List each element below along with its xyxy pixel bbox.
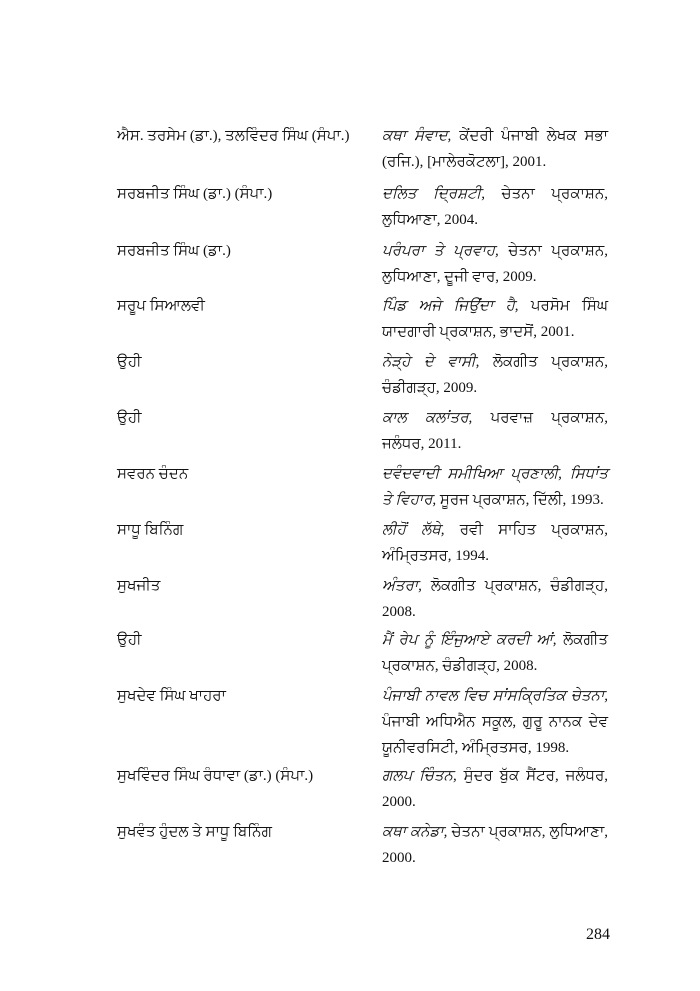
entry-title: ਪੰਜਾਬੀ ਨਾਵਲ ਵਿਚ ਸਾਂਸਕ੍ਰਿਤਿਕ ਚੇਤਨਾ,	[382, 688, 608, 704]
entry-publication	[382, 573, 608, 625]
entry-author: ਸਰਬਜੀਤ ਸਿੰਘ (ਡਾ.) (ਸੰਪਾ.)	[117, 186, 273, 202]
entry-title: ਦਲਿਤ ਦ੍ਰਿਸ਼ਟੀ,	[382, 186, 485, 202]
entry-details: ਚੇਤਨਾ ਪ੍ਰਕਾਸ਼ਨ, ਲੁਧਿਆਣਾ, 2004.	[382, 186, 608, 228]
entry-details: ਲੋਕਗੀਤ ਪ੍ਰਕਾਸ਼ਨ, ਚੰਡੀਗੜ੍ਹ, 2008.	[382, 632, 608, 674]
entry-details: ਪਰਸੋਮ ਸਿੰਘ ਯਾਦਗਾਰੀ ਪ੍ਰਕਾਸ਼ਨ, ਭਾਦਸੋਂ, 2001.	[382, 298, 608, 340]
entry-publication	[382, 123, 608, 175]
entry-details: ਸੂਰਜ ਪ੍ਰਕਾਸ਼ਨ, ਦਿੱਲੀ, 1993.	[436, 492, 604, 508]
entry-details: ਚੇਤਨਾ ਪ੍ਰਕਾਸ਼ਨ, ਲੁਧਿਆਣਾ, 2000.	[382, 824, 608, 866]
entry-author: ਉਹੀ	[117, 354, 142, 370]
entry-details: ਪਰਵਾਜ਼ ਪ੍ਰਕਾਸ਼ਨ, ਜਲੰਧਰ, 2011.	[382, 410, 608, 452]
entry-author: ਸੁਖਵੰਤ ਹੁੰਦਲ ਤੇ ਸਾਧੂ ਬਿਨਿੰਗ	[117, 824, 272, 840]
entry-author: ਸੁਖਜੀਤ	[117, 578, 161, 594]
entry-title: ਪਿੰਡ ਅਜੇ ਜਿਉਂਦਾ ਹੈ,	[382, 298, 519, 314]
entry-author: ਐਸ. ਤਰਸੇਮ (ਡਾ.), ਤਲਵਿੰਦਰ ਸਿੰਘ (ਸੰਪਾ.)	[117, 128, 350, 144]
entry-publication	[382, 405, 608, 457]
entry-publication	[382, 517, 608, 569]
entry-author: ਸਾਧੂ ਬਿਨਿੰਗ	[117, 522, 184, 538]
page-number: 284	[586, 926, 610, 943]
entry-title: ਕਥਾ ਸੰਵਾਦ,	[382, 128, 452, 144]
entry-title: ਮੈਂ ਰੇਪ ਨੂੰ ਇੰਜੁਆਏ ਕਰਦੀ ਆਂ,	[382, 632, 557, 648]
entry-title: ਕਾਲ ਕਲਾਂਤਰ,	[382, 410, 473, 426]
entry-title: ਕਥਾ ਕਨੇਡਾ,	[382, 824, 448, 840]
entry-details: ਸੁੰਦਰ ਬੁੱਕ ਸੈਂਟਰ, ਜਲੰਧਰ, 2000.	[382, 768, 609, 810]
entry-publication	[382, 349, 608, 401]
entry-publication	[382, 627, 608, 679]
entry-details: ਕੇਂਦਰੀ ਪੰਜਾਬੀ ਲੇਖਕ ਸਭਾ (ਰਜਿ.), [ਮਾਲੇਰਕੋਟਲਾ], 2001.	[382, 128, 608, 170]
entry-title: ਪਰੰਪਰਾ ਤੇ ਪ੍ਰਵਾਹ,	[382, 243, 499, 259]
entry-publication	[382, 819, 608, 871]
entry-details: ਰਵੀ ਸਾਹਿਤ ਪ੍ਰਕਾਸ਼ਨ, ਅੰਮ੍ਰਿਤਸਰ, 1994.	[382, 522, 608, 564]
entry-details: ਪੰਜਾਬੀ ਅਧਿਐਨ ਸਕੂਲ, ਗੁਰੂ ਨਾਨਕ ਦੇਵ ਯੂਨੀਵਰਸਿਟੀ, ਅੰਮ੍ਰਿਤਸਰ, 1998.	[382, 714, 608, 756]
entry-publication	[382, 181, 608, 233]
entry-author: ਉਹੀ	[117, 410, 142, 426]
entry-title: ਗਲਪ ਚਿੰਤਨ,	[382, 768, 457, 784]
entry-details: ਚੇਤਨਾ ਪ੍ਰਕਾਸ਼ਨ, ਲੁਧਿਆਣਾ, ਦੂਜੀ ਵਾਰ, 2009.	[382, 243, 608, 285]
entry-details: ਲੋਕਗੀਤ ਪ੍ਰਕਾਸ਼ਨ, ਚੰਡੀਗੜ੍ਹ, 2008.	[382, 578, 608, 620]
entry-details: ਲੋਕਗੀਤ ਪ੍ਰਕਾਸ਼ਨ, ਚੰਡੀਗੜ੍ਹ, 2009.	[382, 354, 608, 396]
entry-title: ਲੀਹੋਂ ਲੱਥੇ,	[382, 522, 445, 538]
entry-publication	[382, 461, 608, 513]
entry-author: ਸੁਖਵਿੰਦਰ ਸਿੰਘ ਰੰਧਾਵਾ (ਡਾ.) (ਸੰਪਾ.)	[117, 768, 314, 784]
entry-author: ਸੁਖਦੇਵ ਸਿੰਘ ਖਾਹਰਾ	[117, 688, 226, 704]
entry-title: ਦਵੰਦਵਾਦੀ ਸਮੀਖਿਆ ਪ੍ਰਣਾਲੀ, ਸਿਧਾਂਤ ਤੇ ਵਿਹਾਰ,	[382, 466, 608, 508]
entry-publication	[382, 683, 608, 761]
entry-title: ਨੇੜ੍ਹੇ ਦੇ ਵਾਸੀ,	[382, 354, 480, 370]
entry-publication	[382, 293, 608, 345]
entry-author: ਉਹੀ	[117, 632, 142, 648]
entry-author: ਸਰੂਪ ਸਿਆਲਵੀ	[117, 298, 205, 314]
entry-publication	[382, 763, 608, 815]
entry-author: ਸਵਰਨ ਚੰਦਨ	[117, 466, 189, 482]
entry-author: ਸਰਬਜੀਤ ਸਿੰਘ (ਡਾ.)	[117, 243, 231, 259]
entry-title: ਅੰਤਰਾ,	[382, 578, 422, 594]
entry-publication	[382, 238, 608, 290]
